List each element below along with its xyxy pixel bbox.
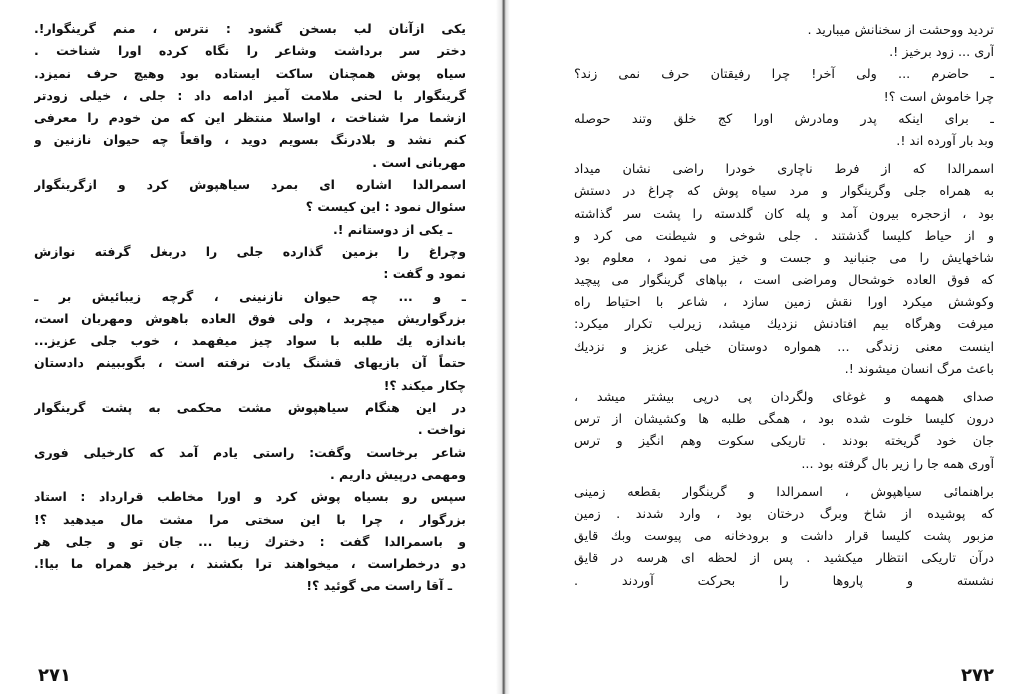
text-line: بزرگواریش میچربد ، ولی فوق العاده باهوش ومهربان است، xyxy=(34,310,466,326)
text-line: اینست معنی زندگی ... همواره دوستان خیلی عزیز و نزدیك xyxy=(574,339,994,355)
text-line: شاعر برخاست وگفت: راستی یادم آمد که کارخیلی فوری xyxy=(34,444,466,460)
text-line: بود ، ازحجره بیرون آمد و پله کان گلدسته را پشت سر گذاشته xyxy=(574,206,994,222)
text-line: و از حیاط کلیسا گذشتند . جلی شوخی و شیطنت می کرد و xyxy=(574,228,994,244)
text-line: به همراه جلی وگرینگوار و مرد سیاه پوش که چراغ در دستش xyxy=(574,184,994,200)
text-line: وچراغ را بزمین گذارده جلی را دربغل گرفته نوازش xyxy=(34,243,466,259)
text-line: ـ حاضرم ... ولی آخر! چرا رفیقتان حرف نمی زند؟ xyxy=(574,67,994,83)
text-line: گرینگوار با لحنی ملامت آمیز ادامه داد : جلی ، خیلی زودتر xyxy=(34,87,466,103)
page-number: ۲۷۱ xyxy=(38,665,71,686)
left-page-text xyxy=(34,18,466,598)
text-line: وکوشش میکرد اورا نقش زمین سازد ، شاعر با احتیاط راه xyxy=(574,295,994,311)
text-line: میرفت وهرگاه بیم افتادنش نزدیك میشد، زیرلب تکرار میکرد: xyxy=(574,317,994,333)
text-line: بزرگوار ، چرا با این سختی مرا مشت مال میدهید ؟! xyxy=(34,511,466,527)
text-line: شاخهایش را می جنبانید و جست و خیز می نمود ، معلوم بود xyxy=(574,250,994,266)
text-line: کنم نشد و بلادرنگ بسویم دوید ، واقعاً چه حیوان نازنین و xyxy=(34,132,466,148)
text-line: چرا خاموش است ؟! xyxy=(883,89,994,105)
text-line: درآن تاریکی انتظار میکشید . پس از لحظه ای هرسه در قایق xyxy=(574,551,994,567)
text-line: ـ یکی از دوستانم !. xyxy=(333,221,452,237)
text-line: آوری همه جا را زیر بال گرفته بود ... xyxy=(801,456,994,472)
text-line: سپس رو بسیاه پوش کرد و اورا مخاطب قرارداد : استاد xyxy=(34,489,466,505)
text-line: ـ آقا راست می گوئید ؟! xyxy=(306,578,452,594)
text-line: براهنمائی سیاهپوش ، اسمرالدا و گرینگوار بقطعه زمینی xyxy=(574,484,994,500)
text-line: مزبور پشت کلیسا قرار داشت و برودخانه می پیوست وبك قایق xyxy=(574,529,994,545)
text-line: آری ... زود برخیز !. xyxy=(889,45,994,61)
text-line: اسمرالدا اشاره ای بمرد سیاهپوش کرد و ازگرینگوار xyxy=(34,177,466,193)
text-line: جان خود گریخته بودند . تاریکی سکوت وهم انگیز و ترس xyxy=(574,434,994,450)
left-page xyxy=(0,0,496,694)
text-line: یکی ازآنان لب بسخن گشود : نترس ، منم گرینگوار!. xyxy=(34,21,466,36)
text-line: نمود و گفت : xyxy=(383,266,466,282)
text-line: باندازه یك طلبه با سواد چیز میفهمد ، خوب جلی عزیز... xyxy=(34,333,466,349)
text-line: که فوق العاده خوشحال ومراضی است ، بپاهای گرینگوار می پیچید xyxy=(574,273,994,289)
text-line: دو درخطراست ، میخواهند ترا بکشند ، برخیز همراه ما بیا!. xyxy=(34,556,466,572)
text-line: وبد بار آورده اند !. xyxy=(896,133,994,149)
text-line: در این هنگام سیاهپوش مشت محکمی به پشت گرینگوار xyxy=(34,400,466,416)
right-page xyxy=(510,0,1024,694)
text-line: ازشما مرا شناخت ، اواسلا منتظر این که من خودم را معرفی xyxy=(34,110,466,126)
text-line: مهربانی است . xyxy=(372,154,466,170)
text-line: حتماً آن بازیهای قشنگ یادت نرفته است ، بگوببینم دادستان xyxy=(34,355,466,371)
text-line: درون کلیسا خلوت شده بود ، همگی طلبه ها وکشیشان از ترس xyxy=(574,412,994,428)
text-line: و باسمرالدا گفت : دخترك زیبا ... جان تو و جلی هر xyxy=(34,533,466,549)
text-line: اسمرالدا که از فرط ناچاری خودرا راضی نشان میداد xyxy=(574,162,994,178)
text-line: سئوال نمود : این کیست ؟ xyxy=(305,199,466,215)
book-gutter xyxy=(496,0,510,694)
page-number: ۲۷۲ xyxy=(961,665,994,686)
text-line: ومهمی درپیش داریم . xyxy=(329,466,466,482)
text-line: سیاه پوش همچنان ساکت ایستاده بود وهیچ حرف نمیزد. xyxy=(34,65,466,81)
text-line: که پوشیده از شاخ وبرگ درختان بود ، وارد شدند . زمین xyxy=(574,506,994,522)
text-line: ـ برای اینکه پدر ومادرش اورا کج خلق وتند حوصله xyxy=(574,111,994,127)
text-line: چکار میکند ؟! xyxy=(383,377,466,393)
text-line: صدای همهمه و غوغای ولگردان پی درپی بیشتر میشد ، xyxy=(574,390,994,405)
text-line: ـ و ... چه حیوان نازنینی ، گرچه زیبائیش بر ـ xyxy=(34,288,466,304)
text-line: باعث مرگ انسان میشوند !. xyxy=(844,361,994,377)
text-line: تردید ووحشت از سخنانش میبارید . xyxy=(807,23,994,38)
text-line: نشسته و پاروها را بحرکت آوردند . xyxy=(574,573,994,589)
text-line: نواخت . xyxy=(417,422,466,438)
right-page-text xyxy=(574,20,994,593)
text-line: دختر سر برداشت وشاعر را نگاه کرده اورا شناخت . xyxy=(34,43,466,59)
